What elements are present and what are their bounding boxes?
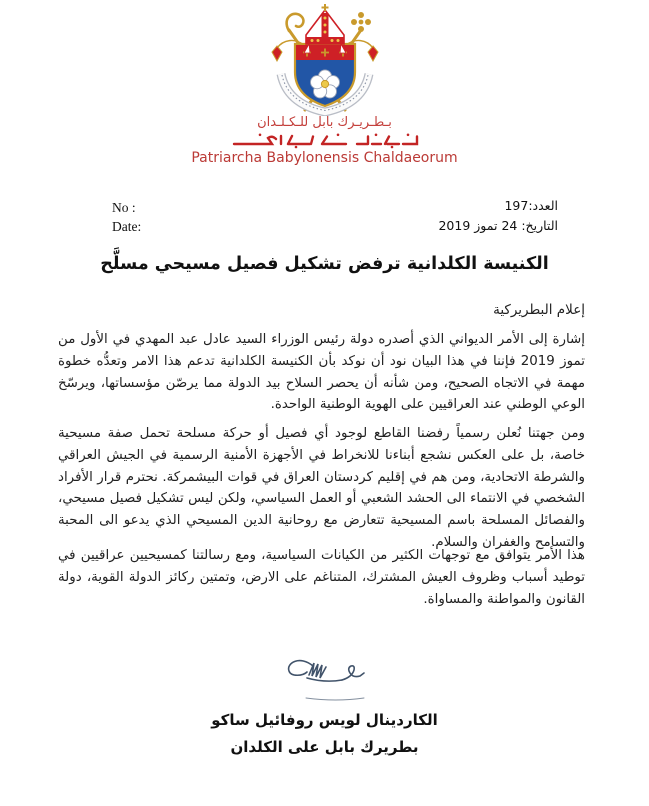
- crozier-icon: [286, 14, 303, 31]
- letterhead-arabic-title: بـطـريـرك بابل للـكـلـدان: [257, 115, 392, 130]
- letter-paragraph: ومن جهتنا نُعلن رسمياً رفضنا القاطع لوجود أي فصيل أو حركة مسلحة تحمل صفة مسيحية خاصة، بل على العكس نشجع أبناءنا للانخراط في الأجهزة الأمنية الرسمية في الجيش العراقي والشرطة الاتحادية، ومن هم في إقليم كردستان العراق في قوات البيشمركة. نحترم قرار الأفراد الشخصي في الانتماء الى الحشد الشعبي أو العمل السياسي، ولكن ليس تشكيل فصيل مسيحي، والفصائل المسلحة باسم المسيحية تتعارض مع روحانية الدين المسيحي الذي يدعو الى المحبة والتسامح والغفران والسلام.: [58, 426, 585, 550]
- letter-subtitle: إعلام البطريركية: [493, 302, 585, 318]
- reference-values-arabic: [438, 196, 558, 236]
- syriac-script-art: [230, 133, 420, 149]
- letter-title: الكنيسة الكلدانية ترفض تشكيل فصيل مسيحي مسلَّح: [100, 254, 549, 274]
- letter-paragraph: إشارة إلى الأمر الديواني الذي أصدره دولة رئيس الوزراء السيد عادل عبد المهدي في الأول من تموز 2019 فإننا في هذا البيان نود أن نوكد بأن الكنيسة الكلدانية تدعم هذا الامر وتعدُّه خطوة مهمة في الاتجاه الصحيح، ومن شأنه أن يحصر السلاح بيد الدولة مما يرصّن مؤسساتها، ويرسّخ الوعي الوطني عند العراقيين على الهوية الوطنية الواحدة.: [58, 332, 586, 413]
- date-label: Date:: [112, 219, 142, 234]
- document-number: العدد:197: [504, 198, 558, 213]
- letterhead-latin-title: Patriarcha Babylonensis Chaldaeorum: [191, 150, 458, 166]
- signature-scribble: [278, 652, 378, 704]
- document-date: التاريخ: 24 تموز 2019: [438, 218, 558, 233]
- coat-of-arms-emblem: [255, 4, 395, 116]
- letter-paragraph: هذا الأمر يتوافق مع توجهات الكثير من الكيانات السياسية، ومع رسالتنا كمسيحيين عراقيين في توطيد أسباب وظروف العيش المشترك، المتناغم على الارض، وتمتين ركائز الدولة القوية، دولة القانون والمواطنة والمساواة.: [58, 548, 585, 607]
- budded-cross-icon: [351, 12, 371, 32]
- no-label: No :: [112, 200, 136, 215]
- reference-labels-latin: [112, 198, 141, 236]
- signatory-name: الكاردينال لويس روفائيل ساكو: [211, 711, 438, 729]
- signatory-title: بطريرك بابل على الكلدان: [230, 738, 419, 756]
